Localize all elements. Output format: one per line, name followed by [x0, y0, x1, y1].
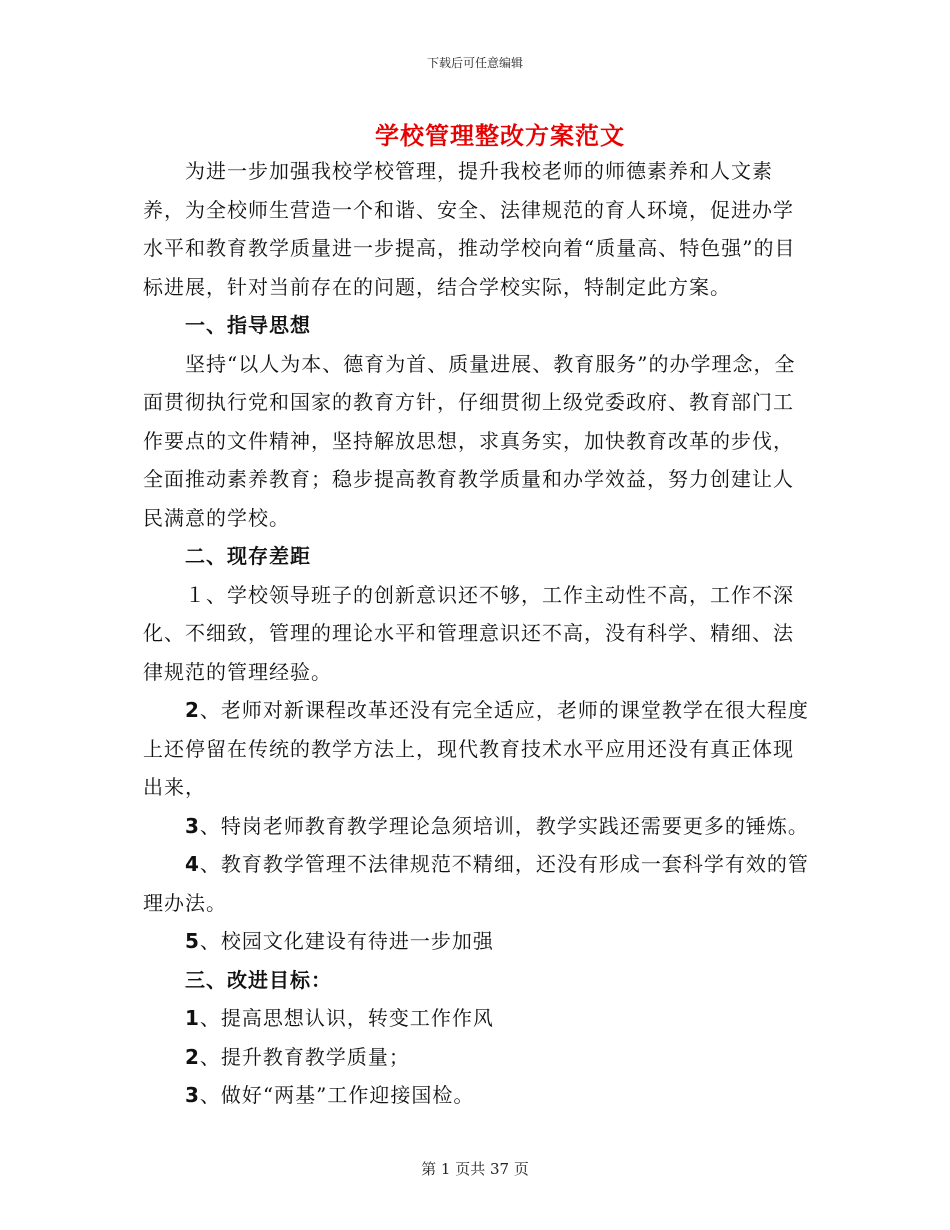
- goal-item-2-num: 2: [185, 1044, 200, 1069]
- gap-item-3-text: 、特岗老师教育教学理论急须培训，教学实践还需要更多的锤炼。: [199, 813, 809, 838]
- goal-item-2-text: 、提升教育教学质量；: [199, 1044, 410, 1069]
- gap-item-3-num: 3: [185, 813, 200, 838]
- gap-item-3: [143, 807, 811, 846]
- gap-item-1-num: １: [185, 582, 206, 607]
- page-header: 下载后可任意编辑: [426, 56, 523, 70]
- goal-item-1-text: 、提高思想认识，转变工作作风: [199, 1006, 494, 1030]
- gap-item-5: [143, 922, 811, 961]
- gap-item-4-text: 、教育教学管理不法律规范不精细，还没有形成一套科学有效的管理办法。: [143, 852, 809, 915]
- goal-item-1-num: 1: [185, 1006, 200, 1030]
- gap-item-5-text: 、校园文化建设有待进一步加强: [199, 929, 494, 953]
- goal-item-2: [143, 1038, 811, 1077]
- document-body: [143, 152, 811, 1115]
- gap-item-2-num: 2: [185, 698, 200, 722]
- gap-item-4-num: 4: [185, 852, 200, 876]
- guiding-thought-paragraph: 坚持“以人为本、德育为首、质量进展、教育服务”的办学理念，全面贯彻执行党和国家的教育方针，仔细贯彻上级党委政府、教育部门工作要点的文件精神，坚持解放思想，求真务实，加快教育改革的步伐，全面推动素养教育；稳步提高教育教学质量和办学效益，努力创建让人民满意的学校。: [143, 351, 796, 530]
- gap-item-2: [143, 691, 811, 807]
- gap-item-4: [143, 845, 811, 922]
- goal-item-3-num: 3: [185, 1083, 200, 1107]
- goal-item-3-text: 、做好“两基”工作迎接国检。: [199, 1083, 475, 1107]
- intro-paragraph: 为进一步加强我校学校管理，提升我校老师的师德素养和人文素养，为全校师生营造一个和谐、安全、法律规范的育人环境，促进办学水平和教育教学质量进一步提高，推动学校向着“质量高、特色强”的目标进展，针对当前存在的问题，结合学校实际，特制定此方案。: [143, 159, 796, 299]
- section-heading-guiding-thought: 一、指导思想: [185, 313, 311, 337]
- goal-item-3: [143, 1076, 811, 1115]
- gap-item-1-text: 、学校领导班子的创新意识还不够，工作主动性不高，工作不深化、不细致，管理的理论水平和管理意识还不高，没有科学、精细、法律规范的管理经验。: [143, 582, 794, 684]
- section-heading-improvement-goals: 三、改进目标：: [185, 967, 332, 992]
- goal-item-1: [143, 999, 811, 1038]
- gap-item-1: [143, 576, 811, 692]
- section-heading-current-gaps: 二、现存差距: [185, 544, 311, 568]
- gap-item-2-text: 、老师对新课程改革还没有完全适应，老师的课堂教学在很大程度上还停留在传统的教学方法上，现代教育技术水平应用还没有真正体现出来，: [143, 698, 809, 799]
- document-title: 学校管理整改方案范文: [375, 121, 625, 150]
- gap-item-5-num: 5: [185, 929, 200, 953]
- page-footer: 第 1 页共 37 页: [421, 1160, 529, 1178]
